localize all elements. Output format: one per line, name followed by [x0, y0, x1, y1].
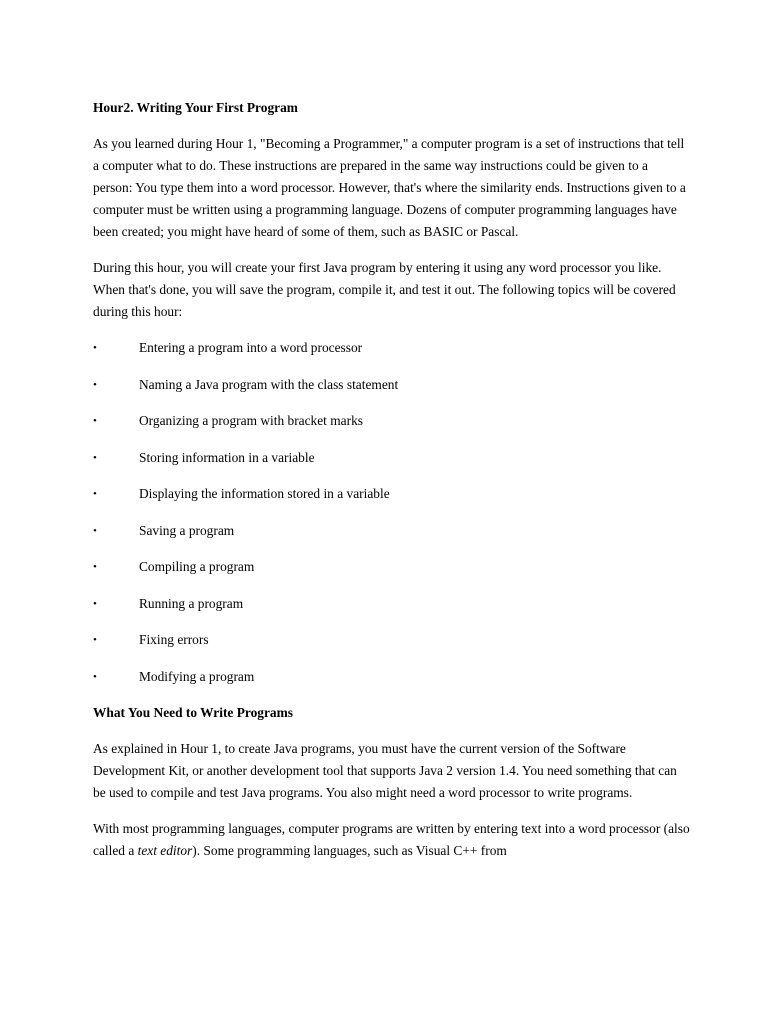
list-item-text: Entering a program into a word processor: [139, 340, 363, 355]
list-item-text: Modifying a program: [139, 668, 255, 684]
bullet-icon: •: [93, 524, 97, 537]
text-editor-paragraph-end: ). Some programming languages, such as Visual C++ from: [192, 843, 507, 858]
bullet-icon: •: [93, 634, 97, 646]
list-item: [93, 629, 690, 651]
text-editor-term: text editor: [137, 843, 193, 858]
list-item-text: Displaying the information stored in a variable: [139, 486, 390, 501]
list-item: [93, 666, 690, 688]
list-item: [93, 520, 690, 542]
list-item: [93, 410, 690, 432]
topics-intro-paragraph: During this hour, you will create your first Java program by entering it using any word processor you like. When that's done, you will save the program, compile it, and test it out. The following topics will be covered during this hour:: [93, 260, 676, 319]
list-item-text: Storing information in a variable: [139, 449, 315, 465]
list-item: [93, 556, 690, 578]
list-item: [93, 337, 690, 359]
list-item: [93, 483, 690, 505]
requirements-paragraph: As explained in Hour 1, to create Java programs, you must have the current version of the Software Development Kit, or another development tool that supports Java 2 version 1.4. You need something that can be used to compile and test Java programs. You also might need a word processor to write programs.: [93, 741, 677, 800]
list-item-text: Running a program: [139, 595, 244, 611]
bullet-icon: •: [93, 378, 97, 391]
text-editor-paragraph-start: With most programming languages, computer programs are written by entering text into a word processor (also called a: [93, 821, 690, 858]
bullet-icon: •: [93, 597, 97, 610]
list-item: [93, 374, 690, 396]
list-item-text: Naming a Java program with the class statement: [139, 376, 399, 392]
intro-paragraph: As you learned during Hour 1, "Becoming a Programmer," a computer program is a set of instructions that tell a computer what to do. These instructions are prepared in the same way instructions could be given to a person: You type them into a word processor. However, that's where the similarity ends. Instructions given to a computer must be written using a programming language. Dozens of computer programming languages have been created; you might have heard of some of them, such as BASIC or Pascal.: [93, 136, 686, 239]
bullet-icon: •: [93, 670, 97, 683]
list-item-text: Saving a program: [139, 522, 235, 538]
bullet-icon: •: [93, 342, 97, 354]
bullet-icon: •: [93, 415, 97, 427]
list-item: [93, 447, 690, 469]
bullet-icon: •: [93, 488, 97, 500]
bullet-icon: •: [93, 561, 97, 573]
topics-list: [93, 337, 690, 688]
text-editor-paragraph: [93, 818, 690, 862]
section-heading-requirements: What You Need to Write Programs: [93, 705, 293, 720]
section-heading-first-program: Hour2. Writing Your First Program: [93, 100, 298, 115]
bullet-icon: •: [93, 451, 97, 464]
list-item-text: Fixing errors: [139, 632, 209, 647]
list-item-text: Organizing a program with bracket marks: [139, 413, 363, 428]
list-item-text: Compiling a program: [139, 559, 255, 574]
list-item: [93, 593, 690, 615]
